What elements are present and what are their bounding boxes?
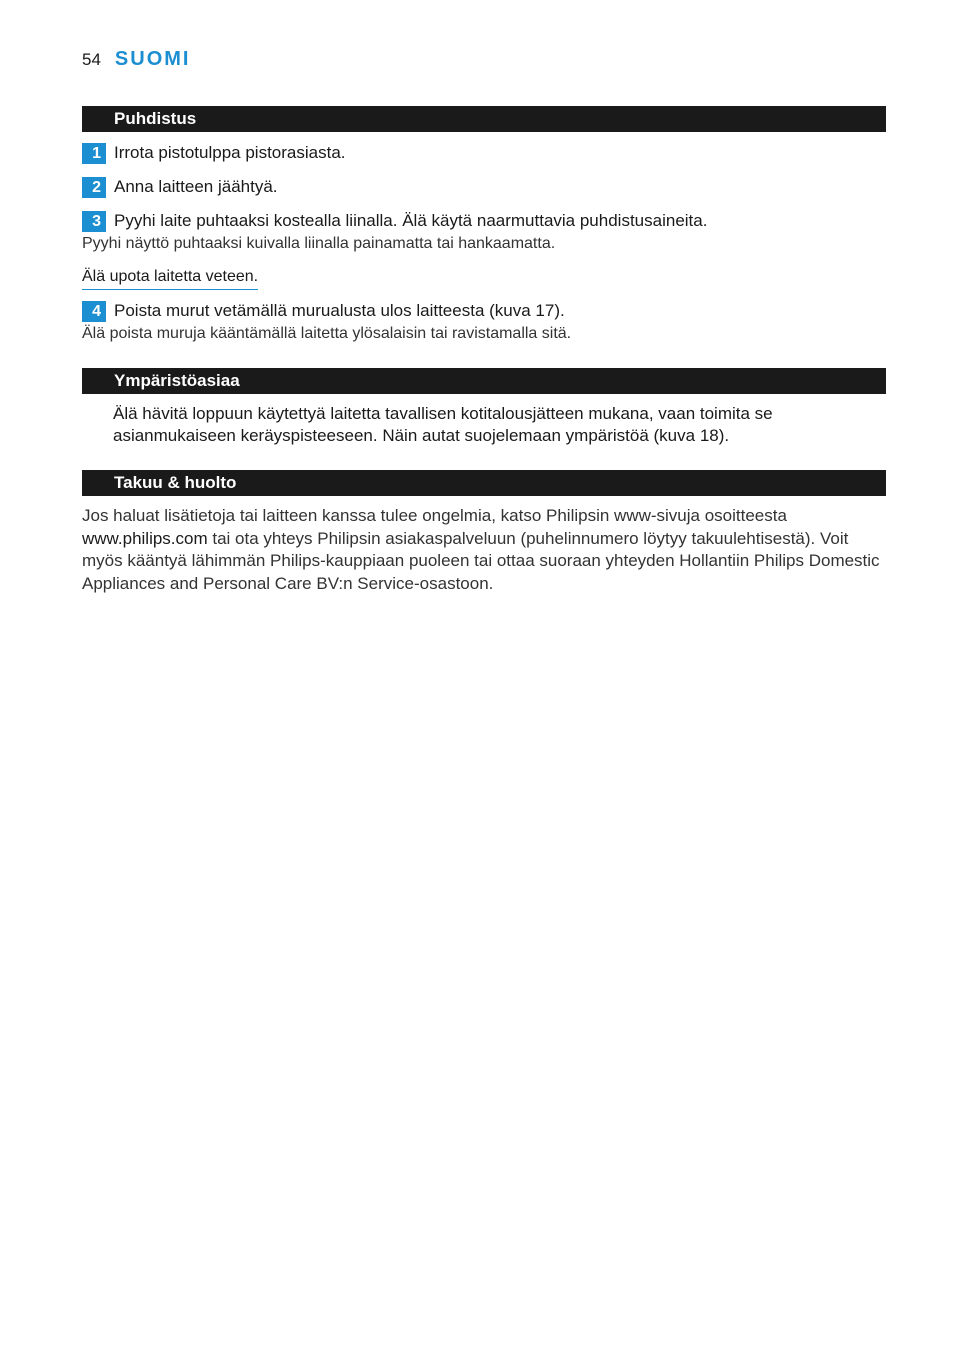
philips-website-link[interactable]: www.philips.com	[82, 528, 208, 548]
environment-text: Älä hävitä loppuun käytettyä laitetta tavallisen kotitalousjätteen mukana, vaan toimita se asianmukaiseen keräyspisteeseen. Näin autat suojelemaan ympäristöä (kuva 18).	[113, 404, 773, 445]
page-header	[82, 48, 190, 74]
step-1	[82, 142, 346, 164]
step-text: Poista murut vetämällä murualusta ulos laitteesta (kuva 17).	[114, 301, 565, 320]
step-number-badge: 2	[82, 177, 106, 198]
page-number: 54	[82, 50, 101, 69]
warranty-text	[82, 505, 888, 595]
section-title-environment: Ympäristöasiaa	[82, 368, 886, 394]
section-title-cleaning: Puhdistus	[82, 106, 886, 132]
step-3	[82, 210, 707, 232]
step-4	[82, 300, 565, 322]
warning-do-not-immerse: Älä upota laitetta veteen.	[82, 266, 258, 290]
step-text: Pyyhi laite puhtaaksi kostealla liinalla. Älä käytä naarmuttavia puhdistusaineita.	[114, 211, 708, 230]
step-number-badge: 3	[82, 211, 106, 232]
warranty-text-rest: tai ota yhteys Philipsin asiakaspalveluun (puhelinnumero löytyy takuulehtisestä). Voit myös kääntyä lähimmän Philips-kauppiaan puoleen tai ottaa suoraan yhteyden Hollantiin Philips Domestic Appliances and Personal Care BV:n Service-osastoon.	[82, 528, 880, 593]
step-text: Anna laitteen jäähtyä.	[114, 177, 278, 196]
note-crumbs: Älä poista muruja kääntämällä laitetta ylösalaisin tai ravistamalla sitä.	[82, 325, 572, 342]
note-display-cleaning: Pyyhi näyttö puhtaaksi kuivalla liinalla painamatta tai hankaamatta.	[82, 235, 556, 252]
step-number-badge: 4	[82, 301, 106, 322]
step-text: Irrota pistotulppa pistorasiasta.	[114, 143, 346, 162]
section-title-warranty: Takuu & huolto	[82, 470, 886, 496]
language-label: SUOMI	[114, 48, 191, 70]
step-2	[82, 176, 278, 198]
step-number-badge: 1	[82, 143, 106, 164]
warranty-text-intro: Jos haluat lisätietoja tai laitteen kanssa tulee ongelmia, katso Philipsin www-sivuja osoitteesta	[82, 506, 787, 525]
